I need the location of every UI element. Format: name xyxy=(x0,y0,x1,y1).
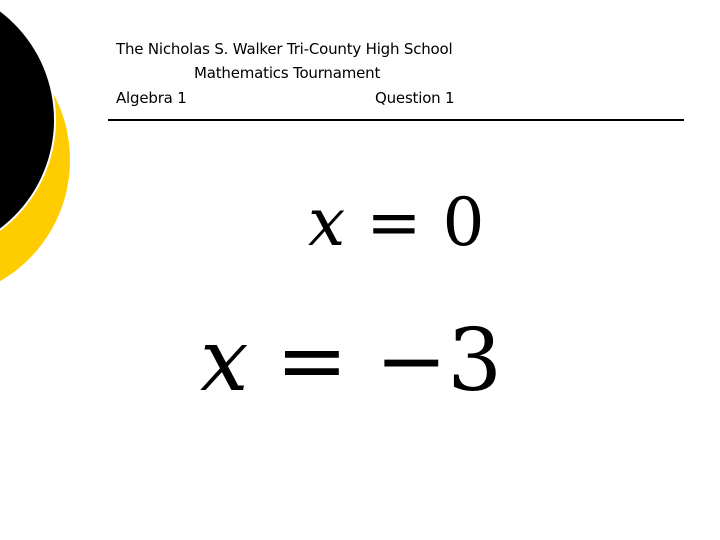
tournament-title: Mathematics Tournament xyxy=(194,64,381,82)
header-divider xyxy=(108,119,684,121)
question-label: Question 1 xyxy=(375,89,455,107)
answer-equation-2 xyxy=(200,311,503,411)
subject-label: Algebra 1 xyxy=(116,89,187,107)
answer-2-value: −3 xyxy=(375,311,503,411)
answer-equation-1 xyxy=(308,184,485,261)
answer-2-operator: = xyxy=(275,311,348,411)
answer-1-variable: x xyxy=(308,184,346,261)
answer-1-operator: = xyxy=(366,184,422,261)
answer-1-value: 0 xyxy=(442,184,485,261)
school-title: The Nicholas S. Walker Tri-County High School xyxy=(116,40,453,58)
answer-2-variable: x xyxy=(200,311,249,411)
decorative-circles xyxy=(0,0,90,300)
